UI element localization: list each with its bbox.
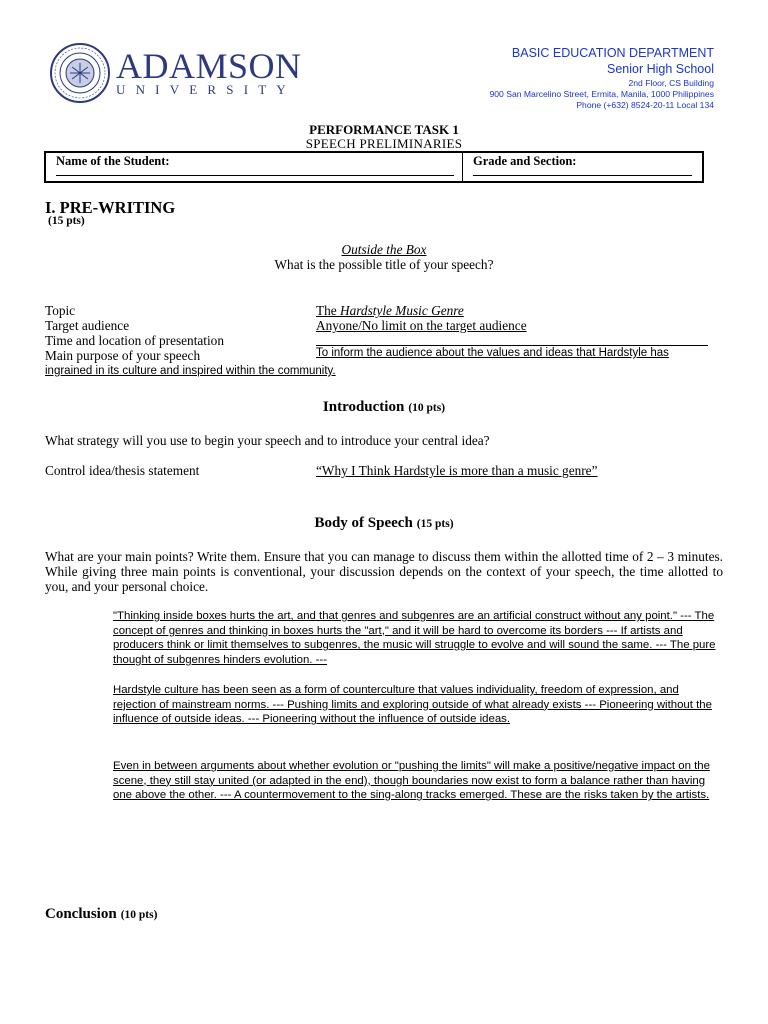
grade-section-label: Grade and Section: <box>473 154 577 168</box>
prewriting-points: (15 pts) <box>48 215 85 227</box>
brand-name: ADAMSON <box>116 46 302 86</box>
task-subtitle: SPEECH PRELIMINARIES <box>305 136 463 151</box>
audience-value: Anyone/No limit on the target audience <box>316 318 527 333</box>
introduction-points: (10 pts) <box>408 402 446 414</box>
topic-label: Topic <box>45 303 76 318</box>
main-point-1: "Thinking inside boxes hurts the art, and that genres and subgenres are an artificial construct without any point." --- The concept of genres and thinking in boxes hurts the "art," and it will be hard to overcome its borders --- If artists and producers think or limit themselves to subgenres, the music will struggle to evolve and will sound the same. --- The pure thought of subgenres hinders evolution. --- <box>113 610 716 666</box>
audience-label: Target audience <box>45 318 130 333</box>
student-name-line <box>56 175 454 176</box>
phone: Phone (+632) 8524-20-11 Local 134 <box>576 100 714 110</box>
department-block <box>489 45 714 111</box>
body-points: (15 pts) <box>416 518 454 530</box>
topic-prefix: The <box>316 303 340 318</box>
address: 900 San Marcelino Street, Ermita, Manila, 1000 Philippines <box>489 89 714 99</box>
university-seal-logo <box>50 43 110 103</box>
purpose-value-line1: To inform the audience about the values and ideas that Hardstyle has <box>316 347 669 359</box>
thesis-label: Control idea/thesis statement <box>45 463 200 478</box>
conclusion-points: (10 pts) <box>120 909 158 921</box>
main-point-2: Hardstyle culture has been seen as a form of counterculture that values individuality, freedom of expression, and rejection of mainstream norms. --- Pushing limits and exploring outside of what already exists --- Pioneering without the influence of outside ideas. --- Pioneering without the influence of outside ideas. <box>113 684 712 726</box>
body-heading: Body of Speech <box>314 515 413 531</box>
purpose-value-line2: ingrained in its culture and inspired within the community. <box>45 365 336 377</box>
prewriting-heading: I. PRE-WRITING <box>45 198 176 217</box>
department-name: BASIC EDUCATION DEPARTMENT <box>511 46 714 60</box>
floor-info: 2nd Floor, CS Building <box>628 78 714 88</box>
main-point-3: Even in between arguments about whether evolution or "pushing the limits" will make a positive/negative impact on the scene, they still stay united (or adapted in the end), though boundaries now exist to form a balance rather than having one above the other. --- A countermovement to the sing-along tracks emerged. These are the risks taken by the artists. <box>113 760 710 802</box>
thesis-value: “Why I Think Hardstyle is more than a music genre” <box>316 463 598 478</box>
introduction-question: What strategy will you use to begin your speech and to introduce your central idea? <box>45 433 490 448</box>
grade-section-cell[interactable] <box>463 153 702 181</box>
topic-value <box>316 303 464 319</box>
student-info-table <box>44 151 704 183</box>
student-name-label: Name of the Student: <box>56 154 170 168</box>
grade-section-line <box>473 175 692 176</box>
time-location-blank-line <box>316 345 708 346</box>
body-heading-row <box>0 514 768 532</box>
topic-value-italic: Hardstyle Music Genre <box>340 303 464 318</box>
task-title: PERFORMANCE TASK 1 <box>309 122 459 137</box>
conclusion-heading: Conclusion <box>45 906 117 922</box>
brand-subtitle: UNIVERSITY <box>116 82 296 97</box>
speech-title-question: What is the possible title of your speech? <box>274 257 494 272</box>
body-instructions: What are your main points? Write them. Ensure that you can manage to discuss them within the allotted time of 2 – 3 minutes. While giving three main points is conventional, your discussion depends on the context of your speech, the time allotted to you, and your personal choice. <box>45 549 723 594</box>
student-name-cell[interactable] <box>46 153 463 181</box>
introduction-heading-row <box>0 398 768 416</box>
introduction-heading: Introduction <box>322 399 405 415</box>
conclusion-heading-row <box>45 905 157 923</box>
purpose-label: Main purpose of your speech <box>45 348 201 363</box>
speech-title-answer: Outside the Box <box>341 242 427 257</box>
time-location-label: Time and location of presentation <box>45 333 224 348</box>
school-name: Senior High School <box>606 62 714 76</box>
